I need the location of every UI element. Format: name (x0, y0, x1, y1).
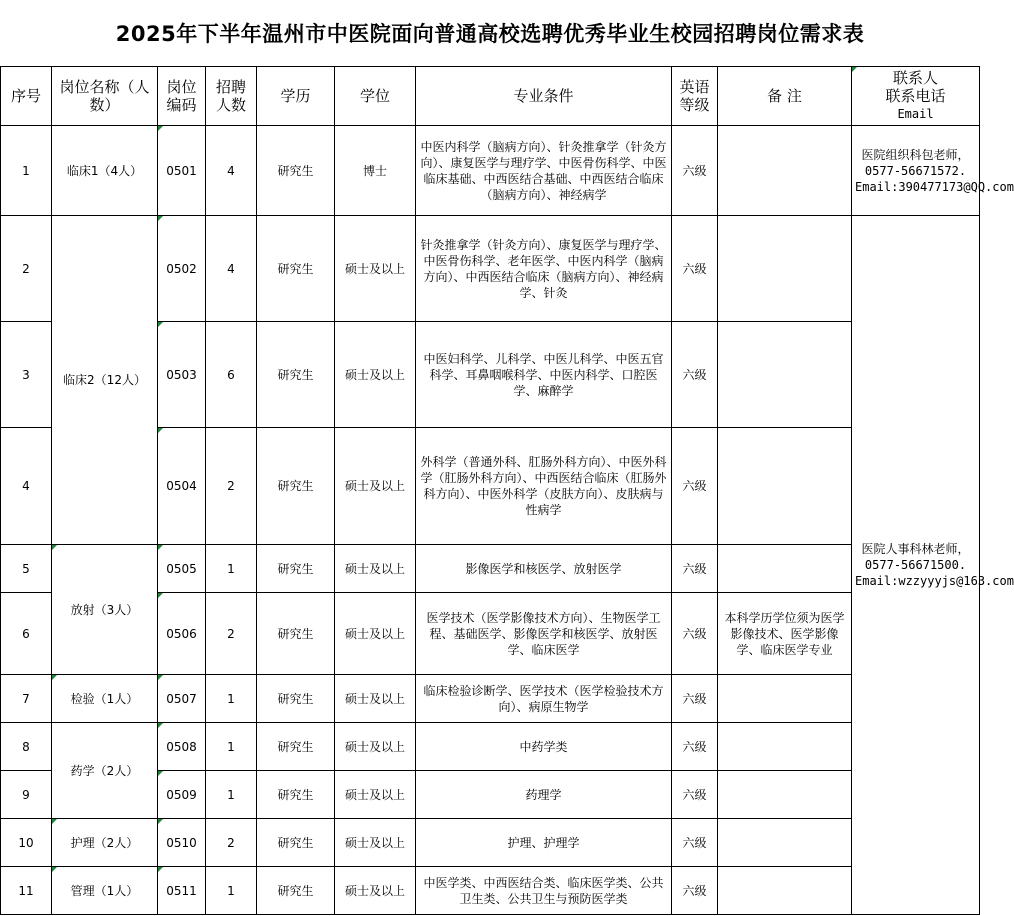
cell-english: 六级 (672, 545, 718, 593)
cell-remark (718, 322, 852, 428)
cell-post-name: 放射（3人） (52, 545, 158, 675)
cell-education: 研究生 (257, 126, 335, 216)
cell-education: 研究生 (257, 819, 335, 867)
cell-degree: 硕士及以上 (335, 771, 416, 819)
cell-english: 六级 (672, 675, 718, 723)
cell-remark (718, 428, 852, 545)
header-contact-person: 联系人 (892, 69, 938, 87)
cell-remark (718, 771, 852, 819)
cell-contact-1: 医院组织科包老师，0577-56671572. Email:390477173@QQ.com (852, 126, 980, 216)
cell-major: 影像医学和核医学、放射医学 (416, 545, 672, 593)
cell-degree: 硕士及以上 (335, 545, 416, 593)
cell-degree: 硕士及以上 (335, 819, 416, 867)
table-row (1, 819, 980, 867)
cell-seq: 5 (1, 545, 52, 593)
cell-major: 中医妇科学、儿科学、中医儿科学、中医五官科学、耳鼻咽喉科学、中医内科学、口腔医学、麻醉学 (416, 322, 672, 428)
table-row (1, 545, 980, 593)
cell-remark (718, 675, 852, 723)
cell-english: 六级 (672, 428, 718, 545)
cell-education: 研究生 (257, 322, 335, 428)
cell-count: 1 (206, 675, 257, 723)
cell-degree: 硕士及以上 (335, 675, 416, 723)
cell-post-code: 0508 (158, 723, 206, 771)
cell-post-code: 0503 (158, 322, 206, 428)
table-row (1, 216, 980, 322)
cell-degree: 硕士及以上 (335, 723, 416, 771)
cell-post-code: 0509 (158, 771, 206, 819)
cell-post-code: 0510 (158, 819, 206, 867)
cell-count: 2 (206, 819, 257, 867)
cell-degree: 硕士及以上 (335, 593, 416, 675)
cell-education: 研究生 (257, 428, 335, 545)
cell-major: 医学技术（医学影像技术方向）、生物医学工程、基础医学、影像医学和核医学、放射医学、临床医学 (416, 593, 672, 675)
cell-post-name: 管理（1人） (52, 867, 158, 915)
cell-english: 六级 (672, 126, 718, 216)
header-post-code: 岗位编码 (158, 67, 206, 126)
cell-education: 研究生 (257, 593, 335, 675)
cell-degree: 硕士及以上 (335, 216, 416, 322)
cell-post-code: 0502 (158, 216, 206, 322)
header-post-name: 岗位名称（人数） (52, 67, 158, 126)
cell-major: 中医学类、中西医结合类、临床医学类、公共卫生类、公共卫生与预防医学类 (416, 867, 672, 915)
cell-seq: 7 (1, 675, 52, 723)
cell-education: 研究生 (257, 771, 335, 819)
cell-seq: 1 (1, 126, 52, 216)
cell-english: 六级 (672, 593, 718, 675)
cell-post-code: 0511 (158, 867, 206, 915)
table-row (1, 126, 980, 216)
cell-post-name: 药学（2人） (52, 723, 158, 819)
header-english: 英语等级 (672, 67, 718, 126)
cell-post-code: 0501 (158, 126, 206, 216)
cell-seq: 10 (1, 819, 52, 867)
cell-post-name: 临床2（12人） (52, 216, 158, 545)
cell-count: 4 (206, 216, 257, 322)
header-seq: 序号 (1, 67, 52, 126)
cell-count: 4 (206, 126, 257, 216)
cell-post-name: 护理（2人） (52, 819, 158, 867)
cell-post-code: 0505 (158, 545, 206, 593)
cell-count: 1 (206, 723, 257, 771)
cell-english: 六级 (672, 771, 718, 819)
cell-post-code: 0506 (158, 593, 206, 675)
cell-remark (718, 819, 852, 867)
cell-english: 六级 (672, 322, 718, 428)
table-row (1, 675, 980, 723)
cell-remark (718, 126, 852, 216)
cell-remark (718, 545, 852, 593)
cell-education: 研究生 (257, 216, 335, 322)
cell-remark (718, 867, 852, 915)
cell-major: 护理、护理学 (416, 819, 672, 867)
cell-english: 六级 (672, 216, 718, 322)
cell-count: 1 (206, 771, 257, 819)
cell-degree: 博士 (335, 126, 416, 216)
cell-count: 1 (206, 867, 257, 915)
cell-post-name: 临床1（4人） (52, 126, 158, 216)
recruitment-table (0, 66, 1014, 915)
header-count: 招聘人数 (206, 67, 257, 126)
cell-education: 研究生 (257, 545, 335, 593)
cell-major: 中药学类 (416, 723, 672, 771)
header-education: 学历 (257, 67, 335, 126)
cell-count: 1 (206, 545, 257, 593)
cell-seq: 9 (1, 771, 52, 819)
cell-post-code: 0507 (158, 675, 206, 723)
cell-remark (718, 723, 852, 771)
header-contact-phone: 联系电话 (885, 87, 946, 105)
header-contact (852, 67, 980, 126)
cell-seq: 3 (1, 322, 52, 428)
header-degree: 学位 (335, 67, 416, 126)
cell-seq: 6 (1, 593, 52, 675)
cell-degree: 硕士及以上 (335, 322, 416, 428)
header-row (1, 67, 980, 126)
cell-count: 2 (206, 593, 257, 675)
cell-degree: 硕士及以上 (335, 867, 416, 915)
cell-major: 临床检验诊断学、医学技术（医学检验技术方向）、病原生物学 (416, 675, 672, 723)
cell-seq: 4 (1, 428, 52, 545)
page-title: 2025年下半年温州市中医院面向普通高校选聘优秀毕业生校园招聘岗位需求表 (115, 22, 865, 46)
cell-education: 研究生 (257, 675, 335, 723)
cell-remark (718, 216, 852, 322)
cell-post-code: 0504 (158, 428, 206, 545)
cell-education: 研究生 (257, 867, 335, 915)
cell-remark: 本科学历学位须为医学影像技术、医学影像学、临床医学专业 (718, 593, 852, 675)
table-row (1, 867, 980, 915)
header-remark: 备 注 (718, 67, 852, 126)
cell-post-name: 检验（1人） (52, 675, 158, 723)
cell-count: 2 (206, 428, 257, 545)
cell-english: 六级 (672, 819, 718, 867)
cell-seq: 2 (1, 216, 52, 322)
cell-seq: 8 (1, 723, 52, 771)
cell-seq: 11 (1, 867, 52, 915)
cell-count: 6 (206, 322, 257, 428)
header-major: 专业条件 (416, 67, 672, 126)
cell-english: 六级 (672, 723, 718, 771)
cell-major: 外科学（普通外科、肛肠外科方向）、中医外科学（肛肠外科方向）、中西医结合临床（肛肠外科方向）、中医外科学（皮肤方向）、皮肤病与性病学 (416, 428, 672, 545)
cell-major: 针灸推拿学（针灸方向）、康复医学与理疗学、中医骨伤科学、老年医学、中医内科学（脑病方向）、中西医结合临床（脑病方向）、神经病学、针灸 (416, 216, 672, 322)
cell-major: 药理学 (416, 771, 672, 819)
header-contact-email: Email (897, 107, 934, 121)
cell-degree: 硕士及以上 (335, 428, 416, 545)
table-row (1, 723, 980, 771)
cell-education: 研究生 (257, 723, 335, 771)
cell-contact-2: 医院人事科林老师，0577-56671500. Email:wzzyyyjs@163.com (852, 216, 980, 915)
cell-english: 六级 (672, 867, 718, 915)
cell-major: 中医内科学（脑病方向）、针灸推拿学（针灸方向）、康复医学与理疗学、中医骨伤科学、中医临床基础、中西医结合基础、中西医结合临床（脑病方向）、神经病学 (416, 126, 672, 216)
